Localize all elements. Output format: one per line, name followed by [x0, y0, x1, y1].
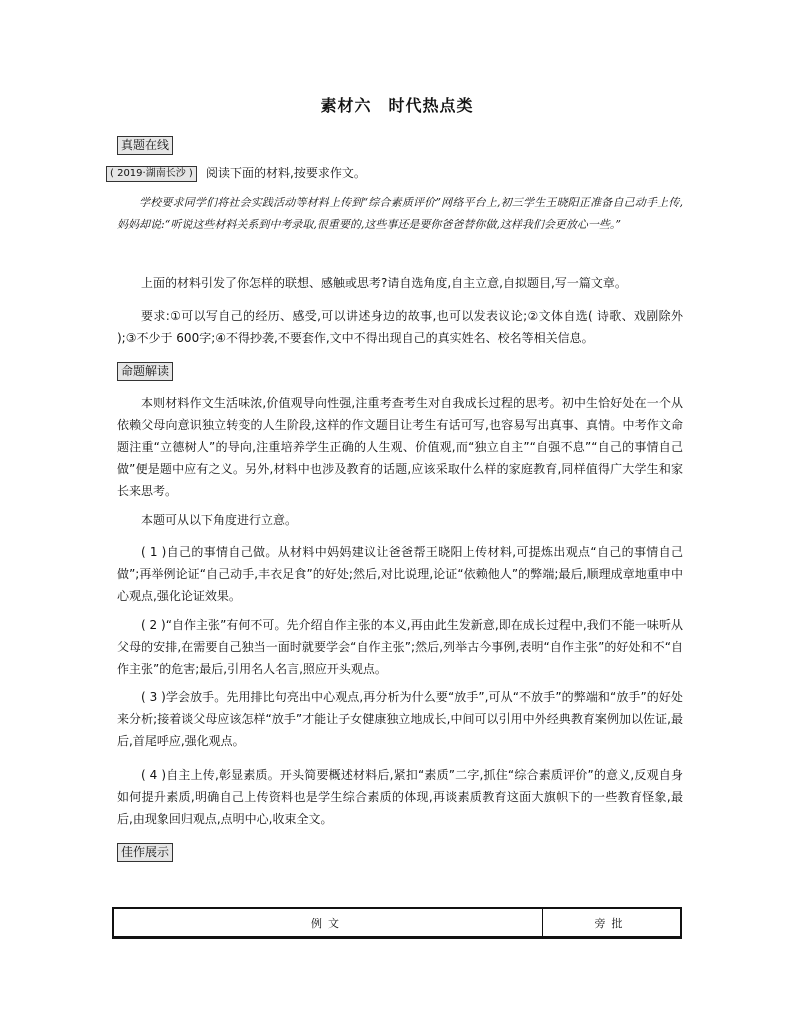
- table-header-annotation: 旁批: [594, 916, 629, 930]
- section-tag-real-questions: 真题在线: [117, 136, 173, 155]
- table-header-essay: 例文: [114, 909, 543, 936]
- question-text: 上面的材料引发了你怎样的联想、感触或思考?请自选角度,自主立意,自拟题目,写一篇文章。: [141, 276, 627, 290]
- section-tag-analysis: 命题解读: [117, 362, 173, 381]
- source-tag: ( 2019·湖南长沙 ): [106, 166, 197, 182]
- material-quote: 学校要求同学们将社会实践活动等材料上传到“综合素质评价”网络平台上,初三学生王晓阳正准备自己动手上传,妈妈却说:“听说这些材料关系到中考录取,很重要的,这些事还是要你爸爸替你做,这样我们会更放心一些。”: [117, 196, 683, 231]
- angle-item-4: ( 4 )自主上传,彰显素质。开头简要概述材料后,紧扣“素质”二字,抓住“综合素质评价”的意义,反观自身如何提升素质,明确自己上传资料也是学生综合素质的体现,再谈素质教育这面大旗帜下的一些教育怪象,最后,由现象回归观点,点明中心,收束全文。: [117, 768, 683, 826]
- angles-intro: 本题可从以下角度进行立意。: [141, 513, 298, 527]
- angle-item-2: ( 2 )“自作主张”有何不可。先介绍自作主张的本义,再由此生发新意,即在成长过程中,我们不能一味听从父母的安排,在需要自己独当一面时就要学会“自作主张”;然后,列举古今事例,表明“自作主张”的好处和不“自作主张”的危害;最后,引用名人名言,照应开头观点。: [117, 618, 683, 676]
- requirement-text: 要求:①可以写自己的经历、感受,可以讲述身边的故事,也可以发表议论;②文体自选( 诗歌、戏剧除外 );③不少于 600字;④不得抄袭,不要套作,文中不得出现自己的真实姓名、校名等相关信息。: [117, 309, 683, 345]
- angle-item-3: ( 3 )学会放手。先用排比句亮出中心观点,再分析为什么要“放手”,可从“不放手”的弊端和“放手”的好处来分析;接着谈父母应该怎样“放手”才能让子女健康独立地成长,中间可以引用中外经典教育案例加以佐证,最后,首尾呼应,强化观点。: [117, 690, 683, 748]
- source-instruction: 阅读下面的材料,按要求作文。: [206, 166, 366, 180]
- analysis-paragraph: 本则材料作文生活味浓,价值观导向性强,注重考查考生对自我成长过程的思考。初中生恰好处在一个从依赖父母向意识独立转变的人生阶段,这样的作文题目让考生有话可写,也容易写出真事、真情。中考作文命题注重“立德树人”的导向,注重培养学生正确的人生观、价值观,而“独立自主”“自强不息”“自己的事情自己做”便是题中应有之义。另外,材料中也涉及教育的话题,应该采取什么样的家庭教育,同样值得广大学生和家长来思考。: [117, 396, 683, 498]
- essay-table-header: [112, 907, 682, 939]
- page-title: 素材六 时代热点类: [320, 96, 474, 115]
- section-tag-showcase: 佳作展示: [117, 843, 173, 862]
- angle-item-1: ( 1 )自己的事情自己做。从材料中妈妈建议让爸爸帮王晓阳上传材料,可提炼出观点“自己的事情自己做”;再举例论证“自己动手,丰衣足食”的好处;然后,对比说理,论证“依赖他人”的弊端;最后,顺理成章地重申中心观点,强化论证效果。: [117, 545, 683, 603]
